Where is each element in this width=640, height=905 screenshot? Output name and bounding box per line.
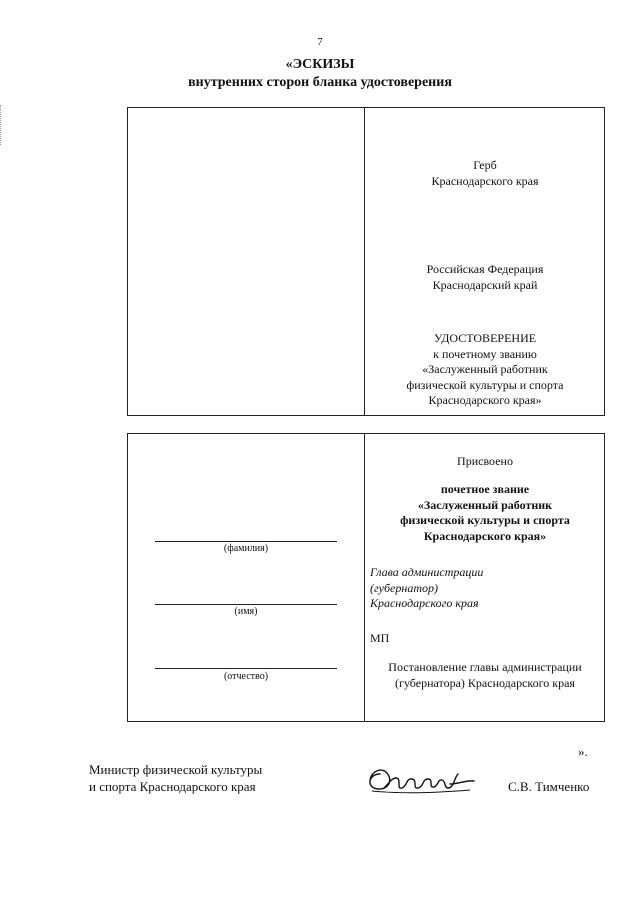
name-label: (имя) bbox=[234, 606, 258, 617]
rank-line-2: «Заслуженный работник bbox=[417, 497, 553, 512]
certificate-line-2: к почетному званию bbox=[433, 346, 537, 361]
title-line-1: «ЭСКИЗЫ bbox=[285, 57, 355, 72]
name-line bbox=[155, 604, 337, 605]
seal-placeholder: МП bbox=[370, 631, 390, 645]
emblem-line-2: Краснодарского края bbox=[431, 173, 539, 188]
rank-line-4: Краснодарского края» bbox=[423, 528, 547, 543]
rank-line-3: физической культуры и спорта bbox=[400, 513, 570, 527]
surname-line bbox=[155, 541, 337, 542]
governor-line-3: Краснодарского края bbox=[370, 596, 479, 610]
page-number: 7 bbox=[317, 36, 323, 48]
governor-block bbox=[370, 565, 600, 612]
certificate-line-5: Краснодарского края» bbox=[428, 393, 542, 407]
certificate-block bbox=[365, 331, 605, 409]
minister-line-1: Министр физической культуры bbox=[89, 762, 263, 777]
closing-quote: ». bbox=[578, 744, 588, 759]
awarded-label: Присвоено bbox=[457, 454, 513, 468]
patronymic-label: (отчество) bbox=[223, 671, 269, 682]
governor-line-1: Глава администрации bbox=[370, 565, 484, 579]
certificate-title: УДОСТОВЕРЕНИЕ bbox=[433, 331, 537, 345]
document-title bbox=[0, 56, 640, 92]
emblem-placeholder bbox=[365, 158, 605, 189]
country-block bbox=[365, 262, 605, 293]
minister-title bbox=[89, 761, 262, 795]
rank-block bbox=[365, 482, 605, 544]
minister-line-2: и спорта Краснодарского края bbox=[89, 779, 256, 794]
country-line-1: Российская Федерация bbox=[426, 262, 544, 276]
decree-line-1: Постановление главы администрации bbox=[388, 660, 582, 674]
certificate-line-4: физической культуры и спорта bbox=[406, 377, 564, 392]
decree-line-2: (губернатора) Краснодарского края bbox=[395, 675, 575, 690]
handwritten-signature bbox=[362, 760, 482, 800]
certificate-line-3: «Заслуженный работник bbox=[422, 362, 548, 376]
decree-block bbox=[365, 660, 605, 691]
surname-label: (фамилия) bbox=[223, 543, 269, 554]
sketch-sheet-1 bbox=[127, 107, 605, 416]
title-line-2: внутренних сторон бланка удостоверения bbox=[188, 75, 452, 90]
signatory-name: С.В. Тимченко bbox=[508, 779, 590, 794]
rank-line-1: почетное звание bbox=[440, 482, 530, 496]
patronymic-line bbox=[155, 668, 337, 669]
governor-line-2: (губернатор) bbox=[370, 580, 438, 595]
margin-mark bbox=[0, 105, 3, 145]
country-line-2: Краснодарский край bbox=[432, 277, 538, 292]
emblem-line-1: Герб bbox=[473, 158, 497, 172]
